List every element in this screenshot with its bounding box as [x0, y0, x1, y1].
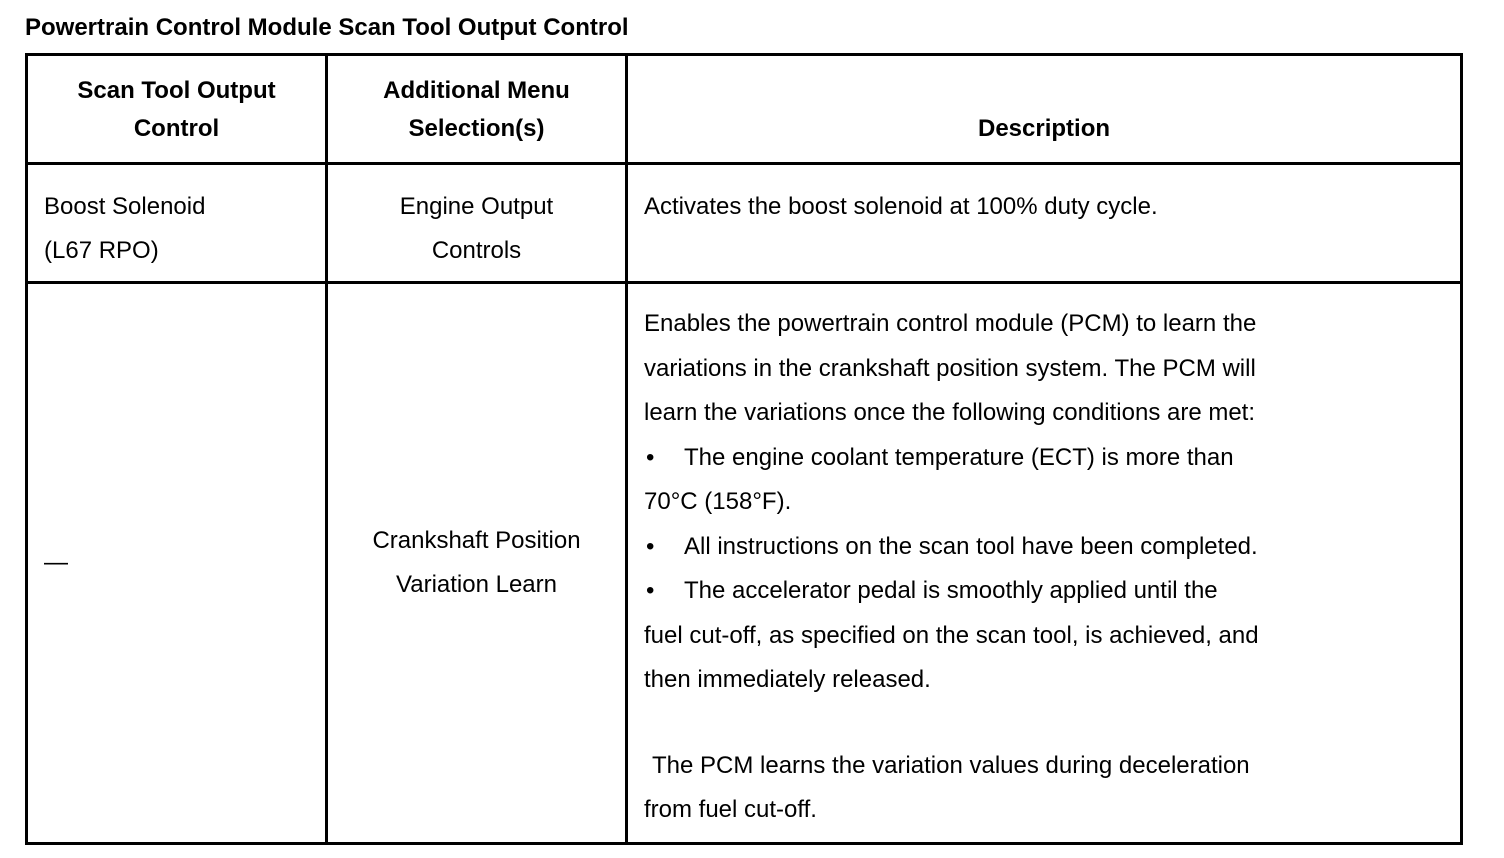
header-line: Scan Tool Output [77, 77, 276, 104]
description-text: Activates the boost solenoid at 100% duty cycle. [644, 193, 1158, 220]
bullet-item [644, 569, 1400, 614]
bullet-text: The engine coolant temperature (ECT) is more than [684, 443, 1234, 471]
paragraph-gap [644, 703, 1400, 744]
cell-line: Variation Learn [396, 571, 557, 598]
table-row [27, 164, 1462, 283]
closing-line: The PCM learns the variation values during deceleration [652, 751, 1250, 779]
bullet-icon: • [646, 443, 655, 471]
closing-line: from fuel cut-off. [644, 796, 817, 823]
output-control-table [25, 53, 1463, 845]
header-additional-menu-selections [327, 55, 627, 164]
cell-line: Engine Output [399, 193, 554, 220]
header-line: Control [133, 115, 220, 142]
bullet-icon: • [646, 577, 655, 604]
cell-line: Controls [431, 237, 522, 264]
cell-menu-selection [327, 283, 627, 844]
cell-description [627, 164, 1462, 283]
bullet-continuation: fuel cut-off, as specified on the scan tool, is achieved, and [644, 621, 1259, 649]
header-scan-tool-output-control [27, 55, 327, 164]
table-header-row [27, 55, 1462, 164]
cell-output-control [27, 164, 327, 283]
bullet-item [644, 525, 1400, 570]
document-title: Powertrain Control Module Scan Tool Output Control [25, 14, 629, 41]
bullet-text: All instructions on the scan tool have been completed. [684, 532, 1258, 560]
bullet-icon: • [646, 532, 655, 560]
cell-line: Crankshaft Position [372, 527, 581, 554]
bullet-item [644, 436, 1400, 481]
bullet-text: The accelerator pedal is smoothly applied until the [684, 577, 1218, 604]
header-line: Additional Menu [383, 77, 570, 104]
header-line: Description [977, 115, 1111, 142]
description-line: variations in the crankshaft position system. The PCM will [644, 354, 1256, 382]
description-line: learn the variations once the following conditions are met: [644, 399, 1256, 426]
header-description [627, 55, 1462, 164]
cell-line: (L67 RPO) [44, 237, 159, 264]
cell-line: — [44, 549, 68, 576]
bullet-continuation: then immediately released. [644, 666, 931, 693]
table-row [27, 283, 1462, 844]
cell-menu-selection [327, 164, 627, 283]
description-line: Enables the powertrain control module (PCM) to learn the [644, 310, 1257, 337]
cell-line: Boost Solenoid [44, 193, 206, 220]
header-line: Selection(s) [408, 115, 545, 142]
cell-description [627, 283, 1462, 844]
cell-output-control [27, 283, 327, 844]
bullet-continuation: 70°C (158°F). [644, 488, 792, 515]
